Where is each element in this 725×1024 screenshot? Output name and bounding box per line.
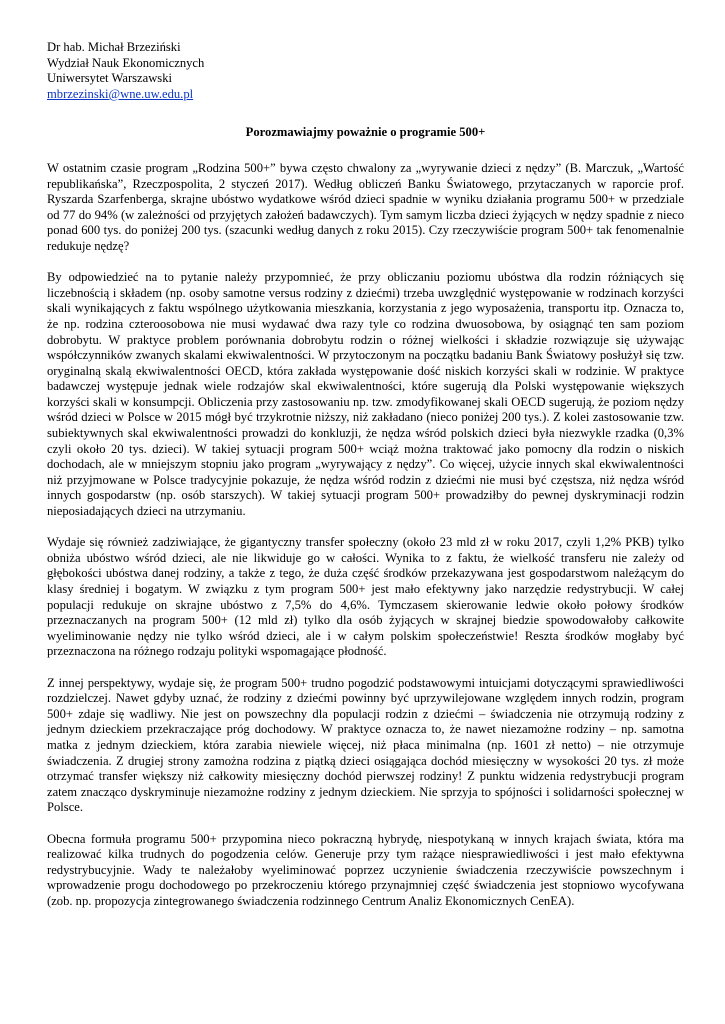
author-department: Wydział Nauk Ekonomicznych bbox=[47, 55, 205, 70]
author-university: Uniwersytet Warszawski bbox=[47, 71, 173, 86]
paragraph-2: By odpowiedzieć na to pytanie należy przypomnieć, że przy obliczaniu poziomu ubóstwa dla rodzin różniących się liczebnością i składem (np. osoby samotne versus rodziny z dziećmi) trzeba uwzględnić występowanie w rodzinach korzyści skali wynikających z faktu wspólnego użytkowania mieszkania, korzystania z jego wyposażenia, transportu itp. Oznacza to, że np. rodzina czteroosobowa nie musi wydawać dwa razy tyle co rodzina dwuosobowa, by osiągnąć ten sam poziom dobrobytu. W praktyce problem porównania dobrobytu rodzin o różnej wielkości i składzie rozwiązuje się używając współczynników zwanych skalami ekwiwalentności. W przytoczonym na początku badaniu Bank Światowy posłużył się tzw. oryginalną skalą ekwiwalentności OECD, która zakłada występowanie dość niskich korzyści skali w rodzinie. W praktyce badawczej występuje jednak wiele rodzajów skal ekwiwalentności, które sugerują dla Polski występowanie większych korzyści skali w konsumpcji. Obliczenia przy zastosowaniu np. tzw. zmodyfikowanej skali OECD sugerują, że poziom nędzy wśród dzieci w Polsce w 2015 mógł być trzykrotnie niższy, niż zakładano (nieco poniżej 200 tys.). Z kolei zastosowanie tzw. subiektywnych skal ekwiwalentności prowadzi do konkluzji, że nędza wśród polskich dzieci była niezwykle rzadka (0,3% czyli około 20 tys. dzieci). W takiej sytuacji program 500+ wciąż można traktować jako pomocny dla rodzin o niskich dochodach, ale w mniejszym stopniu jako program „wyrywający z nędzy”. Co więcej, użycie innych skal ekwiwalentności niż przyjmowane w Polsce tradycyjnie pokazuje, że nędza wśród rodzin z dziećmi nie musi być częstsza, niż nędza wśród innych gospodarstw (np. osób starszych). W takiej sytuacji program 500+ prowadziłby do pewnej dyskryminacji rodzin nieposiadających dzieci na utrzymaniu. bbox=[47, 270, 684, 519]
paragraph-3: Wydaje się również zadziwiające, że gigantyczny transfer społeczny (około 23 mld zł w roku 2017, czyli 1,2% PKB) tylko obniża ubóstwo wśród dzieci, ale nie likwiduje go w całości. Wynika to z faktu, że wielkość transferu nie zależy od głębokości ubóstwa danej rodziny, a także z tego, że duża część środków przekazywana jest gospodarstwom należącym do klasy średniej i bogatym. W związku z tym program 500+ jest mało efektywny jako narzędzie redystrybucji. W całej populacji redukuje on skrajne ubóstwo z 7,5% do 4,6%. Tymczasem skierowanie ledwie około połowy środków przeznaczanych na program 500+ (12 mld zł) tylko dla osób żyjących w skrajnej biedzie spowodowałoby całkowite wyeliminowanie nędzy nie tylko wśród dzieci, ale i w całym polskim społeczeństwie! Reszta środków mogłaby być przeznaczona na różnego rodzaju polityki wspomagające płodność. bbox=[47, 535, 684, 659]
author-block bbox=[47, 40, 684, 102]
paragraph-1: W ostatnim czasie program „Rodzina 500+” bywa często chwalony za „wyrywanie dzieci z nędzy” (B. Marczuk, „Wartość republikańska”, Rzeczpospolita, 2 styczeń 2017). Według obliczeń Banku Światowego, przytaczanych w raporcie prof. Ryszarda Szarfenberga, skrajne ubóstwo wydatkowe wśród dzieci spadnie w wyniku działania programu 500+ w przedziale od 77 do 94% (w zależności od przyjętych założeń badawczych). Tym samym liczba dzieci żyjących w nędzy spadnie z nieco ponad 600 tys. do poniżej 200 tys. (szacunki według danych z roku 2015). Czy rzeczywiście program 500+ tak fenomenalnie redukuje nędzę? bbox=[47, 160, 684, 253]
article-title: Porozmawiajmy poważnie o programie 500+ bbox=[245, 125, 486, 140]
author-name: Dr hab. Michał Brzeziński bbox=[47, 40, 181, 54]
paragraph-5: Obecna formuła programu 500+ przypomina nieco pokraczną hybrydę, niespotykaną w innych krajach świata, która ma realizować kilka trudnych do pogodzenia celów. Generuje przy tym rażące niesprawiedliwości i jest mało efektywna redystrybucyjnie. Wady te należałoby wyeliminować poprzez uczynienie świadczenia rzeczywiście powszechnym i wprowadzenie progu dochodowego po przekroczeniu którego przynajmniej część świadczenia jest stopniowo wycofywana (zob. np. propozycja zintegrowanego świadczenia rodzinnego Centrum Analiz Ekonomicznych CenEA). bbox=[47, 831, 684, 908]
paragraph-4: Z innej perspektywy, wydaje się, że program 500+ trudno pogodzić podstawowymi intuicjami dotyczącymi sprawiedliwości rozdzielczej. Nawet gdyby uznać, że rodziny z dziećmi powinny być uprzywilejowane względem innych rodzin, program 500+ zdaje się wadliwy. Nie jest on powszechny dla populacji rodzin z dziećmi – świadczenia nie otrzymują rodziny z jednym dzieckiem przekraczające próg dochodowy. W praktyce oznacza to, że nawet niezamożne rodziny – np. samotna matka z jednym dzieckiem, która zarabia niewiele więcej, niż płaca minimalna (np. 1601 zł netto) – nie otrzymuje świadczenia. Z drugiej strony zamożna rodzina z piątką dzieci osiągająca dochód miesięczny w wysokości 20 tys. zł może otrzymać transfer większy niż całkowity miesięczny dochód pierwszej rodziny! Z punktu widzenia redystrybucji program zatem znacząco dyskryminuje niezamożne rodziny z jednym dzieckiem. Nie sprzyja to spójności i solidarności społecznej w Polsce. bbox=[47, 675, 684, 815]
author-email-link[interactable]: mbrzezinski@wne.uw.edu.pl bbox=[47, 86, 194, 101]
